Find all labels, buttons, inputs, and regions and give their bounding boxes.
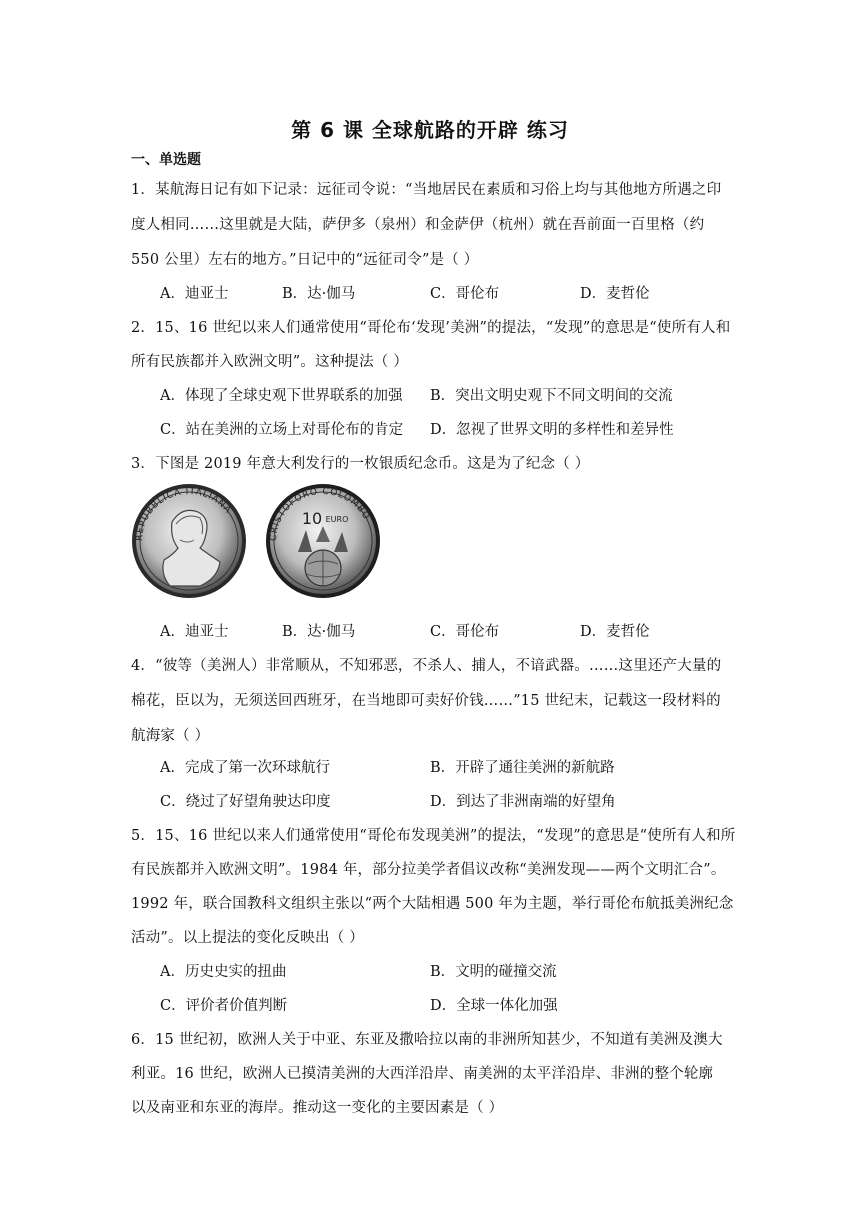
q1-line-1: 1．某航海日记有如下记录：远征司令说：“当地居民在素质和习俗上均与其他地方所遇之印 [131,182,722,198]
q3-line-1: 3．下图是 2019 年意大利发行的一枚银质纪念币。这是为了纪念（ ） [131,456,590,472]
coin-unit: EURO [325,515,349,524]
coin-reverse [266,484,380,598]
q2-option-b: B．突出文明史观下不同文明间的交流 [430,388,673,404]
q6-line-3: 以及南亚和东亚的海岸。推动这一变化的主要因素是（ ） [131,1100,504,1116]
q3-option-c: C．哥伦布 [430,624,500,640]
q4-option-c: C．绕过了好望角驶达印度 [160,794,331,810]
q1-option-d: D．麦哲伦 [580,286,650,302]
q6-line-1: 6．15 世纪初，欧洲人关于中亚、东亚及撒哈拉以南的非洲所知甚少，不知道有美洲及澳大 [131,1032,723,1048]
q4-option-b: B．开辟了通往美洲的新航路 [430,760,615,776]
q4-line-3: 航海家（ ） [131,728,210,744]
q5-line-1: 5．15、16 世纪以来人们通常使用“哥伦布发现美洲”的提法，“发现”的意思是“使所有人和所 [131,828,736,844]
q2-option-d: D．忽视了世界文明的多样性和差异性 [430,422,674,438]
q4-line-2: 棉花，臣以为，无须送回西班牙，在当地即可卖好价钱……”15 世纪末，记载这一段材料的 [131,693,721,709]
q5-line-2: 有民族都并入欧洲文明”。1984 年，部分拉美学者倡议改称“美洲发现——两个文明汇合”。 [131,862,726,878]
q3-option-d: D．麦哲伦 [580,624,650,640]
section-heading: 一、单选题 [131,152,201,168]
q2-option-c: C．站在美洲的立场上对哥伦布的肯定 [160,422,404,438]
q1-line-3: 550 公里）左右的地方。”日记中的“远征司令”是（ ） [131,252,479,268]
coin-value: 10 [301,509,323,528]
q1-option-a: A．迪亚士 [160,286,229,302]
q5-option-b: B．文明的碰撞交流 [430,964,557,980]
q3-option-b: B．达·伽马 [282,624,356,640]
q2-line-2: 所有民族都并入欧洲文明”。这种提法（ ） [131,354,409,370]
coin-obverse [132,484,246,598]
q1-line-2: 度人相同……这里就是大陆，萨伊多（泉州）和金萨伊（杭州）就在吾前面一百里格（约 [131,217,705,233]
page-title: 第 6 课 全球航路的开辟 练习 [291,118,569,142]
q2-option-a: A．体现了全球史观下世界联系的加强 [160,388,403,404]
q1-option-b: B．达·伽马 [282,286,356,302]
q3-option-a: A．迪亚士 [160,624,229,640]
q5-option-c: C．评价者价值判断 [160,998,288,1014]
q5-line-3: 1992 年，联合国教科文组织主张以“两个大陆相遇 500 年为主题，举行哥伦布航抵美洲纪念 [131,896,734,912]
commemorative-coin-image [130,482,400,600]
q4-option-d: D．到达了非洲南端的好望角 [430,794,616,810]
q5-option-a: A．历史史实的扭曲 [160,964,287,980]
q6-line-2: 利亚。16 世纪，欧洲人已摸清美洲的大西洋沿岸、南美洲的太平洋沿岸、非洲的整个轮廓 [131,1066,714,1082]
coin-right-text: CRISTOFORO COLOMBO [268,486,372,542]
q2-line-1: 2．15、16 世纪以来人们通常使用“哥伦布‘发现’美洲”的提法，“发现”的意思是“使所有人和 [131,320,731,336]
q4-line-1: 4．“彼等（美洲人）非常顺从，不知邪恶，不杀人、捕人，不谙武器。……这里还产大量的 [131,658,722,674]
q1-option-c: C．哥伦布 [430,286,500,302]
q4-option-a: A．完成了第一次环球航行 [160,760,330,776]
coin-left-text: REPUBBLICA ITALIANA [134,486,234,542]
q5-option-d: D．全球一体化加强 [430,998,558,1014]
q5-line-4: 活动”。以上提法的变化反映出（ ） [131,930,364,946]
